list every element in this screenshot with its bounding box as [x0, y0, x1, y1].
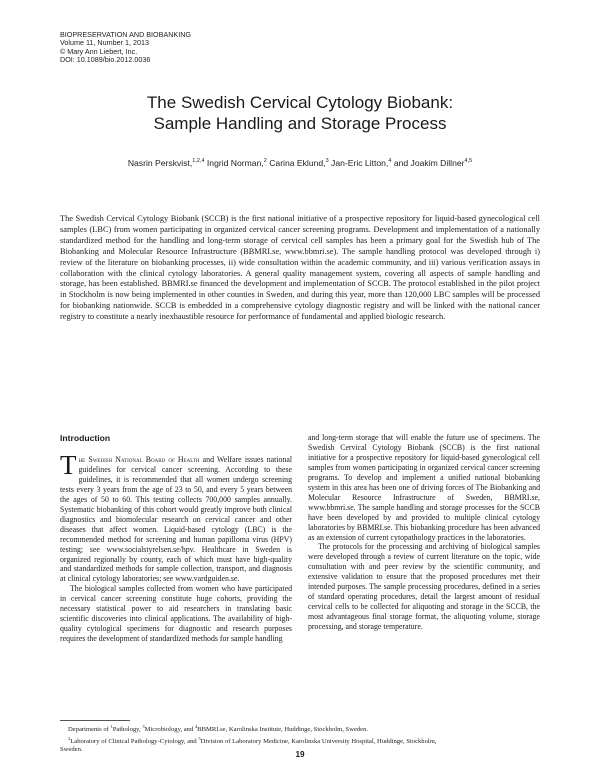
affil-sup: 4 [194, 724, 198, 729]
intro-paragraph-1-text: and Welfare issues national guidelines for cervical cancer screening. According to these guidelines, it is recommended that all women undergo screening tests every 3 years from the age of 23 to 50, and every 5 years between the ages of 50 to 60. This testing collects 700,000 samples annually. Systematic biobanking of this cohort would greatly improve both clinical diagnostics and biomolecular research on cervical cancer and other diseases that affect women. Liquid-based cytology (LBC) is the recommended method for screening and human papilloma virus (HPV) testing; see www.socialstyrelsen.se/hpv. Healthcare in Sweden is organized regionally by county, each of which must have high-quality and standardized methods for sample collection, transport, and diagnosis at clinical cytology laboratories; see www.vardguiden.se. [60, 455, 292, 584]
journal-name: BIOPRESERVATION AND BIOBANKING [60, 30, 192, 39]
title-line-1: The Swedish Cervical Cytology Biobank: [146, 93, 454, 112]
intro-paragraph-2: The biological samples collected from women who have participated in cervical cancer screening constitute huge cohorts, providing the necessary statistical power to aid researchers in translating basic scientific discoveries into clinical applications. The availability of high-quality cytological specimens for diagnostic and research purposes requires the development of standardized methods for sample handling [60, 584, 292, 644]
intro-paragraph-3: and long-term storage that will enable the future use of specimens. The Swedish Cervical Cytology Biobank (SCCB) is the first national initiative for a prospective repository for liquid-based gynecological cell samples from women participating in organized cervical cancer screening programs. To develop and implement a unified national biobanking system in this area has been one of driving forces of The Biobanking and Molecular Resource Infrastructure of Sweden, BBMRI.se, www.bbmri.se. The sample handling and storage processes for the SCCB have been developed by and provided to multiple clinical cytology laboratories by BBMRI.se. This biobanking procedure has been advanced as an extension of current cytopathology practices in the laboratories. [308, 433, 540, 542]
title-line-2: Sample Handling and Storage Process [153, 114, 447, 133]
affil-text: Division of Laboratory Medicine, Karolinska University Hospital, Huddinge, Stockholm, [200, 737, 437, 745]
author-affil: 4 [388, 158, 392, 164]
intro-paragraph-1 [60, 450, 292, 584]
abstract: The Swedish Cervical Cytology Biobank (SCCB) is the first national initiative of a prospective repository for liquid-based gynecological cell samples (LBC) from women participating in organized cervical cancer screening programs. Development and implementation of a nationally standardized method for the handling and long-term storage of cervical cell samples has been a primary goal for the Swedish hub of The Biobanking and Molecular Resource Infrastructure (BBMRI.se, www.bbmri.se). The sample handling protocol was developed through i) review of the literature on biobanking processes, ii) wide consultation within the academic community, and iii) various verification assays in collaboration with the clinical cytology laboratories. A general quality management system, covering all aspects of sample handling and storage, has been established. BBMRI.se financed the development and implementation of SCCB. The protocol established in the pilot project in Stockholm is now being implemented in other counties in Sweden, and during this year, more than 120,000 LBC samples will be processed for biobanking nationwide. SCCB is embedded in a comprehensive cytology diagnostic registry and will be linked with the national cancer registry to constitute a nearly inexhaustible resource for performance of fundamental and applied biologic research. [60, 214, 540, 322]
page-number: 19 [295, 750, 305, 759]
affiliation-line-3: Sweden. [60, 746, 83, 754]
intro-paragraph-4: The protocols for the processing and archiving of biological samples were developed through a review of current literature on the topic, wide consultation with and peer review by the scientific community, and extensive validation to ensure that the proposed procedures met their intended purposes. The sample processing procedures, defined in a series of standard operating procedures, detail the largest amount of residual cervical cells to be collected for aliquoting and storage in the SCCB, the most advantageous final storage format, the aliquoting volume, storage processing, and storage temperature. [308, 542, 540, 632]
footnote-rule [60, 720, 130, 721]
journal-header [60, 31, 191, 65]
affil-sup: 3 [142, 724, 145, 729]
author-affil: 3 [325, 158, 329, 164]
affil-sup: 1 [110, 724, 113, 729]
affil-sup: 2 [68, 735, 71, 741]
left-column [60, 433, 292, 644]
section-heading-introduction: Introduction [60, 433, 111, 443]
drop-cap: T [60, 450, 77, 480]
author-affil: 4,5 [464, 158, 473, 164]
author-affil: 2 [263, 158, 267, 164]
author-list [60, 158, 540, 168]
article-title [60, 92, 540, 134]
journal-doi: DOI: 10.1089/bio.2012.0036 [60, 55, 151, 65]
affil-text: Microbiology, and [144, 726, 195, 733]
intro-lead-smallcaps: he Swedish National Board of Health [78, 455, 200, 464]
journal-volume: Volume 11, Number 1, 2013 [60, 38, 149, 48]
affil-text: BBMRI.se, Karolinska Institute, Huddinge, Stockholm, Sweden. [197, 726, 369, 733]
author-name: and Joakim Dillner [393, 158, 465, 168]
right-column [308, 433, 540, 632]
author-name: Carina Eklund, [269, 158, 326, 168]
affil-text: Laboratory of Clinical Pathology-Cytology, and [70, 737, 199, 745]
affil-text: Departments of [68, 726, 111, 733]
affil-text: Pathology, [112, 726, 143, 733]
affil-sup: 5 [198, 735, 201, 741]
affiliation-line-1 [60, 723, 540, 735]
journal-copyright: © Mary Ann Liebert, Inc. [60, 46, 138, 56]
author-name: Nasrin Perskvist, [127, 158, 193, 168]
author-affil: 1,2,4 [192, 158, 205, 164]
author-name: Jan-Eric Litton, [331, 158, 389, 168]
affiliation-line-2 [60, 735, 540, 747]
author-name: Ingrid Norman, [206, 158, 264, 168]
